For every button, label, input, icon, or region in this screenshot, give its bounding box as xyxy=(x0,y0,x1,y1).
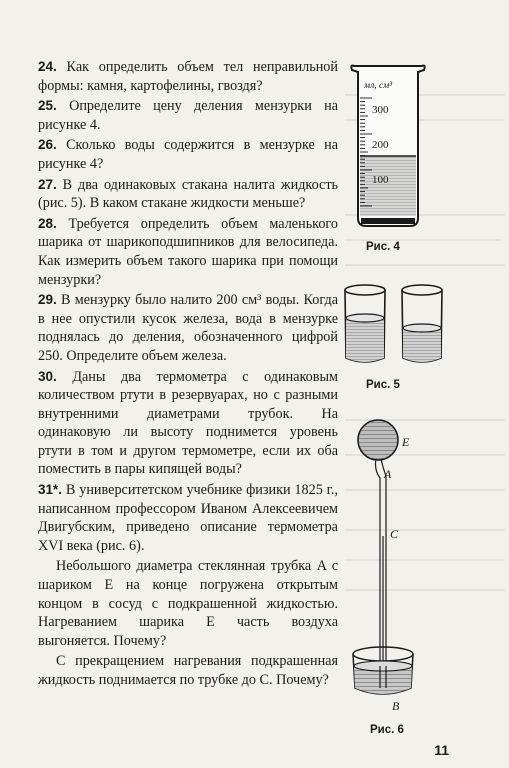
cylinder-tick-300: 300 xyxy=(372,104,389,116)
problem-paragraph xyxy=(38,136,338,173)
problem-text: Как определить объем тел неправильной формы: камня, картофелины, гвоздя? xyxy=(38,59,338,94)
problem-text: В университетском учебнике физики 1825 г., написанном профессором Иваном Алексеевичем Двигубским, приведено описание термометра XVI века (рис. 6). xyxy=(38,482,338,554)
problem-text: С прекращением нагревания подкрашенная жидкость поднимается по трубке до C. Почему? xyxy=(38,653,338,688)
glass-right xyxy=(402,285,442,362)
problem-text: Даны два термометра с одинаковым количеством ртути в резервуарах, но с разными внутренними диаметрами трубок. На одинаковую ли высоту поднимется уровень ртути в том и другом термометре, если их оба поместить в пары кипящей воды? xyxy=(38,368,338,478)
glass-left xyxy=(345,285,385,362)
problem-number: 24. xyxy=(38,59,57,74)
figure-6-caption: Рис. 6 xyxy=(370,724,404,736)
problem-paragraph xyxy=(38,58,338,95)
problem-paragraph xyxy=(38,481,338,555)
cylinder-tick-200: 200 xyxy=(372,139,389,151)
figure-6-thermoscope xyxy=(340,418,450,718)
problem-list xyxy=(38,58,338,692)
problem-text: В два одинаковых стакана налита жидкость (рис. 5). В каком стакане жидкости меньше? xyxy=(38,176,338,212)
problem-number: 30. xyxy=(38,368,57,384)
problem-text: Небольшого диаметра стеклянная трубка A с шариком E на конце погружена открытым концом в сосуд с подкрашенной жидкостью. Нагреванием шарика E часть воздуха выгоняется. Почему? xyxy=(38,558,338,649)
problem-paragraph xyxy=(38,215,338,289)
page-number: 11 xyxy=(434,742,449,758)
cylinder-tick-100: 100 xyxy=(372,174,389,186)
figure-4-caption: Рис. 4 xyxy=(366,241,400,253)
label-C: C xyxy=(390,527,399,541)
problem-paragraph xyxy=(38,291,338,365)
problem-paragraph xyxy=(38,176,338,213)
figure-5-two-glasses xyxy=(340,278,450,370)
figure-5-caption: Рис. 5 xyxy=(366,379,400,391)
cylinder-unit-label: мл, см³ xyxy=(364,81,393,91)
label-B: B xyxy=(392,699,400,713)
problem-number: 27. xyxy=(38,176,57,192)
problem-text: В мензурку было налито 200 см³ воды. Когда в нее опустили кусок железа, вода в мензурке поднялась до деления, обозначенного цифрой 250. Определите объем железа. xyxy=(38,292,338,364)
label-A: A xyxy=(384,467,392,481)
problem-text: Сколько воды содержится в мензурке на рисунке 4? xyxy=(38,137,338,172)
problem-text: Определите цену деления мензурки на рисунке 4. xyxy=(38,98,338,133)
figure-4-graduated-cylinder xyxy=(348,58,428,243)
problem-number: 29. xyxy=(38,292,57,308)
problem-paragraph xyxy=(38,557,338,650)
problem-paragraph xyxy=(38,97,338,134)
problem-paragraph xyxy=(38,368,338,480)
problem-text: Требуется определить объем маленького шарика от шарикоподшипников для велосипеда. Как измерить объем такого шарика при помощи мензурки? xyxy=(38,215,338,288)
problem-number: 26. xyxy=(38,137,57,153)
problem-number: 25. xyxy=(38,98,57,114)
problem-number: 28. xyxy=(38,215,57,231)
problem-paragraph xyxy=(38,652,338,689)
label-E: E xyxy=(402,435,410,449)
problem-number: 31*. xyxy=(38,482,63,498)
